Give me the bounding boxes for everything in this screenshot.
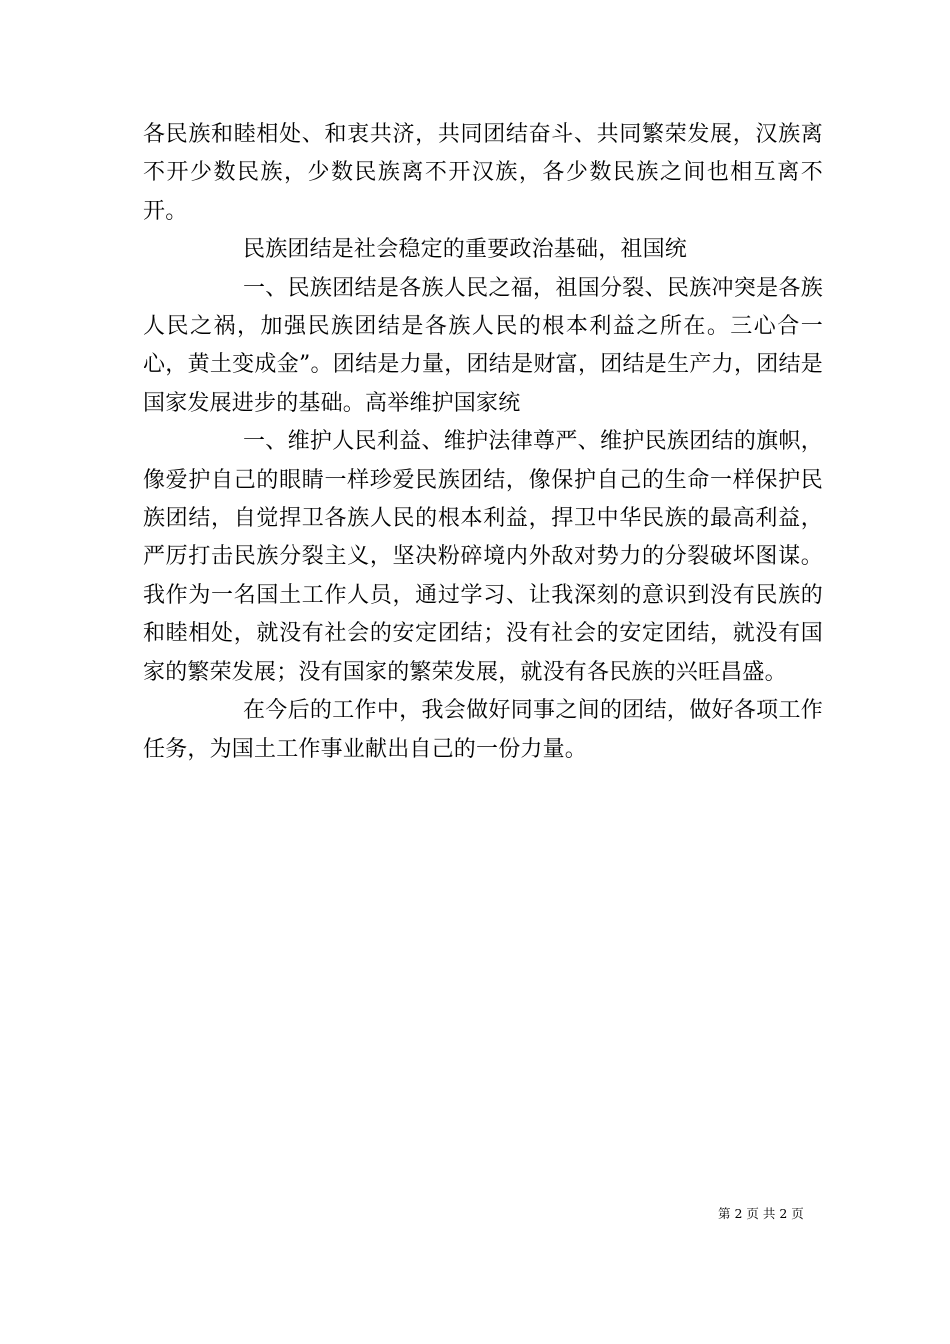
page-number-footer: 第 2 页 共 2 页 (718, 1206, 804, 1221)
paragraph-1: 各民族和睦相处、和衷共济，共同团结奋斗、共同繁荣发展，汉族离不开少数民族，少数民族离不开汉族，各少数民族之间也相互离不开。 (143, 122, 823, 224)
paragraph-2: 民族团结是社会稳定的重要政治基础，祖国统 (243, 237, 688, 263)
paragraph-5: 在今后的工作中，我会做好同事之间的团结，做好各项工作任务，为国土工作事业献出自己的一份力量。 (143, 698, 823, 762)
paragraph-4: 一、维护人民利益、维护法律尊严、维护民族团结的旗帜，像爱护自己的眼睛一样珍爱民族团结，像保护自己的生命一样保护民族团结，自觉捍卫各族人民的根本利益，捍卫中华民族的最高利益，严厉打击民族分裂主义，坚决粉碎境内外敌对势力的分裂破坏图谋。我作为一名国土工作人员，通过学习、让我深刻的意识到没有民族的和睦相处，就没有社会的安定团结；没有社会的安定团结，就没有国家的繁荣发展；没有国家的繁荣发展，就没有各民族的兴旺昌盛。 (143, 429, 823, 685)
document-body (143, 116, 823, 769)
paragraph-3: 一、民族团结是各族人民之福，祖国分裂、民族冲突是各族人民之祸，加强民族团结是各族人民的根本利益之所在。三心合一心，黄土变成金”。团结是力量，团结是财富，团结是生产力，团结是国家发展进步的基础。高举维护国家统 (143, 275, 823, 416)
